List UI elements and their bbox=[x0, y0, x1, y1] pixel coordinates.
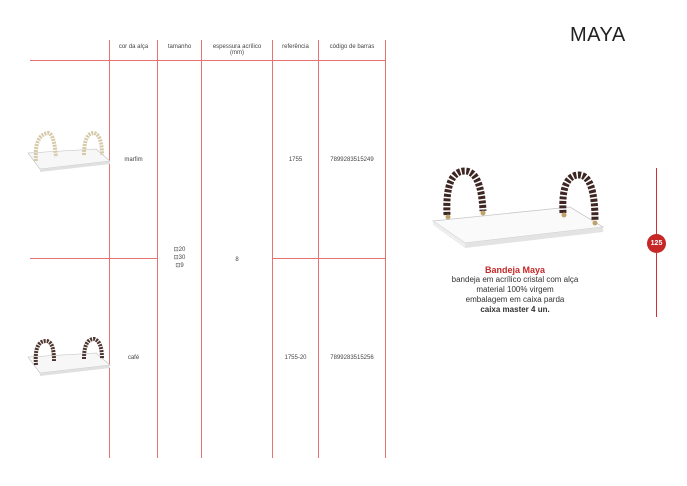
header-thickness bbox=[202, 44, 272, 56]
product-description bbox=[440, 265, 590, 315]
header-size: tamanho bbox=[167, 44, 192, 50]
product-line: material 100% virgem bbox=[476, 285, 554, 294]
row-divider bbox=[30, 258, 158, 259]
size-line: ⊡20 bbox=[173, 247, 186, 253]
tray-hero-image bbox=[425, 165, 605, 255]
header-thickness-line1: espessura acrílico bbox=[212, 44, 262, 50]
side-accent-line bbox=[656, 168, 657, 234]
row1-reference: 1755 bbox=[288, 157, 303, 163]
product-name: Bandeja Maya bbox=[484, 265, 546, 275]
row-divider bbox=[272, 258, 385, 259]
size-line: ⊡9 bbox=[175, 263, 184, 269]
column-divider bbox=[318, 40, 319, 458]
row1-barcode: 7899283515249 bbox=[330, 157, 374, 163]
header-rule bbox=[30, 60, 385, 61]
header-barcode: código de barras bbox=[329, 44, 375, 50]
header-reference: referência bbox=[282, 44, 309, 50]
side-accent-line bbox=[656, 253, 657, 317]
column-divider bbox=[272, 40, 273, 458]
header-color: cor da alça bbox=[118, 44, 149, 50]
tray-ivory-image bbox=[22, 125, 112, 185]
row2-barcode: 7899283515256 bbox=[330, 355, 374, 361]
row2-color: café bbox=[127, 355, 140, 361]
size-line: ⊡30 bbox=[173, 255, 186, 261]
tray-coffee-image bbox=[22, 335, 112, 385]
column-divider bbox=[385, 40, 386, 458]
column-divider bbox=[109, 40, 110, 458]
page-title: MAYA bbox=[570, 24, 626, 46]
header-thickness-line2: (mm) bbox=[230, 50, 244, 56]
product-line: bandeja em acrílico cristal com alça bbox=[451, 275, 579, 284]
size-cell bbox=[158, 246, 201, 270]
column-divider bbox=[201, 40, 202, 458]
product-line-bold: caixa master 4 un. bbox=[480, 305, 550, 314]
thickness-cell: 8 bbox=[235, 257, 239, 263]
row1-color: marfim bbox=[124, 157, 143, 163]
product-line: embalagem em caixa parda bbox=[465, 295, 565, 304]
row2-reference: 1755-20 bbox=[284, 355, 307, 361]
page-number-badge: 125 bbox=[647, 234, 666, 253]
